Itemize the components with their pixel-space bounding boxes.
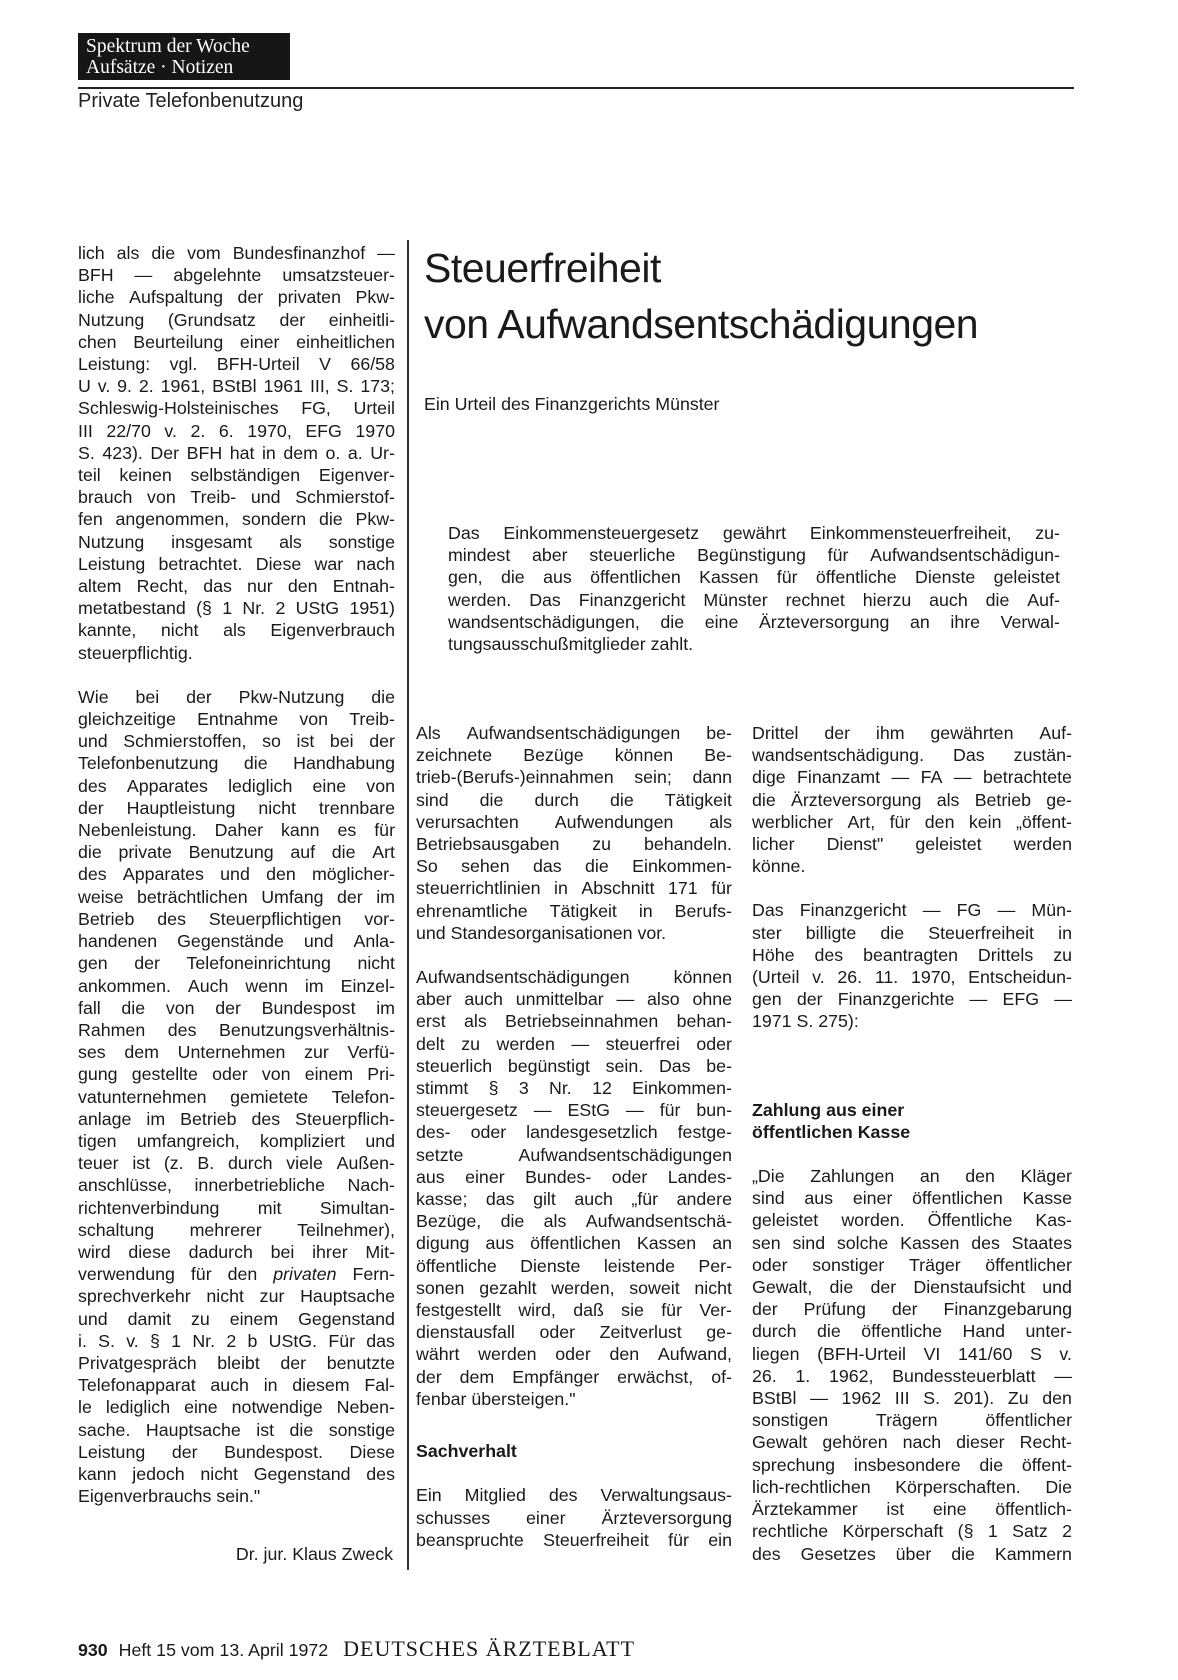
text-line: BStBl — 1962 III S. 201). Zu den	[752, 1388, 1072, 1409]
col1-paragraph-1	[78, 242, 395, 664]
text-line: mindest aber steuerliche Begünstigung für Aufwandsentschädigun-	[448, 545, 1060, 566]
text-line: werblicher Art, für den kein „öffent-	[752, 811, 1072, 832]
text-line: des Gesetzes über die Kammern	[752, 1543, 1072, 1564]
col2-paragraph-2	[416, 966, 732, 1410]
text-line: sind aus einer öffentlichen Kasse	[752, 1188, 1072, 1209]
text-line: BFH — abgelehnte umsatzsteuer-	[78, 265, 395, 286]
col3-heading	[752, 1099, 1072, 1143]
text-line: rechtliche Körperschaft (§ 1 Satz 2	[752, 1521, 1072, 1542]
text-line: Drittel der ihm gewährten Auf-	[752, 723, 1072, 743]
section-label-line1: Spektrum der Woche	[86, 36, 250, 57]
text-line: Leistung der Bundespost. Diese	[78, 1441, 395, 1462]
text-line: tungsausschußmitglieder zahlt.	[448, 634, 694, 655]
col1-paragraph-2	[78, 686, 395, 1508]
text-line: geleistet worden. Öffentliche Kas-	[752, 1210, 1072, 1231]
text-line: sind die durch die Tätigkeit	[416, 789, 732, 810]
text-line: steuerrichtlinien in Abschnitt 171 für	[416, 878, 732, 899]
text-line: 26. 1. 1962, Bundessteuerblatt —	[752, 1365, 1072, 1386]
column-divider	[407, 240, 409, 1570]
text-line: der Prüfung der Finanzgebarung	[752, 1299, 1072, 1320]
text-line: le lediglich eine notwendige Neben-	[78, 1397, 395, 1418]
journal-name: DEUTSCHES ÄRZTEBLATT	[343, 1636, 636, 1661]
text-line: fen angenommen, sondern die Pkw-	[78, 509, 395, 530]
col2-paragraph-3	[416, 1484, 732, 1551]
column-right	[752, 722, 1072, 1587]
text-line: Telefonapparat auch in diesem Fal-	[78, 1375, 395, 1396]
text-line: sache. Hauptsache ist die sonstige	[78, 1419, 395, 1440]
text-line: Ärztekammer ist eine öffentlich-	[752, 1499, 1072, 1520]
text-line: Wie bei der Pkw-Nutzung die	[78, 686, 395, 707]
text-line: die Ärzteversorgung als Betrieb ge-	[752, 789, 1072, 810]
text-line: Das Einkommensteuergesetz gewährt Einkommensteuerfreiheit, zu-	[448, 523, 1060, 543]
text-line: setzte Aufwandsentschädigungen	[416, 1144, 732, 1165]
text-line: U v. 9. 2. 1961, BStBl 1961 III, S. 173;	[78, 376, 395, 397]
text-line: gen der Finanzgerichte — EFG —	[752, 989, 1072, 1010]
col3-heading-line2: öffentlichen Kasse	[752, 1121, 911, 1142]
text-line: des Apparates und den möglicher-	[78, 864, 395, 885]
text-line: kasse; das gilt auch „für andere	[416, 1189, 732, 1210]
text-line: schaltung mehrerer Teilnehmer),	[78, 1219, 395, 1240]
text-line: chen Beurteilung einer einheitlichen	[78, 331, 395, 352]
text-line: wandsentschädigung. Das zustän-	[752, 745, 1072, 766]
col2-heading-sachverhalt: Sachverhalt	[416, 1441, 517, 1462]
text-line: währt werden oder den Aufwand,	[416, 1344, 732, 1365]
text-line: wandsentschädigungen, die eine Ärzteversorgung an ihre Verwal-	[448, 611, 1060, 632]
text-line: stimmt § 3 Nr. 12 Einkommen-	[416, 1078, 732, 1099]
text-line: gung gestellte oder von einem Pri-	[78, 1064, 395, 1085]
text-line: Privatgespräch bleibt der benutzte	[78, 1352, 395, 1373]
text-line: lich-rechtlichen Körperschaften. Die	[752, 1476, 1072, 1497]
col3-paragraph-1	[752, 722, 1072, 877]
text-line: des- oder landesgesetzlich festge-	[416, 1122, 732, 1143]
col3-heading-line1: Zahlung aus einer	[752, 1099, 905, 1120]
text-line: und damit zu einem Gegenstand	[78, 1308, 395, 1329]
text-line: „Die Zahlungen an den Kläger	[752, 1166, 1072, 1187]
text-line: könne.	[752, 856, 806, 877]
page-number: 930	[78, 1640, 108, 1660]
text-line: dienstausfall oder Zeitverlust ge-	[416, 1322, 732, 1343]
text-line: gen, die aus öffentlichen Kassen für öffentliche Dienste geleistet	[448, 567, 1060, 588]
text-line: digung aus öffentlichen Kassen an	[416, 1233, 732, 1254]
text-line: Betriebsausgaben zu behandeln.	[416, 834, 732, 855]
topic-heading: Private Telefonbenutzung	[78, 90, 304, 112]
text-line: Eigenverbrauchs sein."	[78, 1486, 261, 1507]
text-line: schusses einer Ärzteversorgung	[416, 1507, 732, 1528]
text-line: der dem Empfänger erwächst, of-	[416, 1366, 732, 1387]
text-line: sen sind solche Kassen des Staates	[752, 1232, 1072, 1253]
text-line: Schleswig-Holsteinisches FG, Urteil	[78, 398, 395, 419]
article-lead	[448, 522, 1060, 655]
text-line: tigen umfangreich, kompliziert und	[78, 1130, 395, 1151]
text-line: steuergesetz — EStG — für bun-	[416, 1100, 732, 1121]
text-line: zeichnete Bezüge können Be-	[416, 745, 732, 766]
text-line: delt zu werden — steuerfrei oder	[416, 1033, 732, 1054]
text-line: Höhe des beantragten Drittels zu	[752, 944, 1072, 965]
text-line: brauch von Treib- und Schmierstof-	[78, 487, 395, 508]
section-label-line2: Aufsätze · Notizen	[86, 57, 234, 78]
text-line: verursachten Aufwendungen als	[416, 811, 732, 832]
col3-paragraph-3	[752, 1165, 1072, 1565]
text-line: Telefonbenutzung die Handhabung	[78, 753, 395, 774]
text-line: aus einer Bundes- oder Landes-	[416, 1166, 732, 1187]
col3-paragraph-2	[752, 899, 1072, 1032]
column-left	[78, 242, 395, 1529]
text-line: und Schmierstoffen, so ist bei der	[78, 731, 395, 752]
text-line: Gewalt, die der Dienstaufsicht und	[752, 1277, 1072, 1298]
text-line: aber auch unmittelbar — also ohne	[416, 989, 732, 1010]
text-line: verwendung für den privaten Fern-	[78, 1264, 395, 1285]
header-rule	[78, 87, 1074, 89]
text-line: ehrenamtliche Tätigkeit in Berufs-	[416, 900, 732, 921]
page-footer	[78, 1636, 635, 1662]
text-line: richtenverbindung mit Simultan-	[78, 1197, 395, 1218]
text-line: ster billigte die Steuerfreiheit in	[752, 922, 1072, 943]
column-middle	[416, 722, 732, 1573]
text-line: liche Aufspaltung der privaten Pkw-	[78, 287, 395, 308]
section-label	[78, 33, 290, 80]
text-line: (Urteil v. 26. 11. 1970, Entscheidun-	[752, 967, 1072, 988]
text-line: lich als die vom Bundesfinanzhof —	[78, 243, 395, 263]
text-line: liegen (BFH-Urteil VI 141/60 S v.	[752, 1343, 1072, 1364]
text-line: Nutzung insgesamt als sonstige	[78, 531, 395, 552]
text-line: Aufwandsentschädigungen können	[416, 967, 732, 988]
text-line: Bezüge, die als Aufwandsentschä-	[416, 1211, 732, 1232]
text-line: anschlüsse, innerbetriebliche Nach-	[78, 1175, 395, 1196]
text-line: kann jedoch nicht Gegenstand des	[78, 1463, 395, 1484]
article-subtitle: Ein Urteil des Finanzgerichts Münster	[424, 394, 720, 414]
text-line: steuerpflichtig.	[78, 642, 193, 663]
text-line: öffentliche Dienste leistende Per-	[416, 1255, 732, 1276]
text-line: die private Benutzung auf die Art	[78, 842, 395, 863]
text-line: kannte, nicht als Eigenverbrauch	[78, 620, 395, 641]
text-line: i. S. v. § 1 Nr. 2 b UStG. Für das	[78, 1330, 395, 1351]
article-title	[424, 240, 978, 352]
text-line: handenen Gegenstände und Anla-	[78, 931, 395, 952]
text-line: sprechung insbesondere die öffent-	[752, 1454, 1072, 1475]
text-line: sonen gezahlt werden, soweit nicht	[416, 1277, 732, 1298]
text-line: Leistung betrachtet. Diese war nach	[78, 553, 395, 574]
text-line: dige Finanzamt — FA — betrachtete	[752, 767, 1072, 788]
text-line: Betrieb des Steuerpflichtigen vor-	[78, 908, 395, 929]
text-line: Das Finanzgericht — FG — Mün-	[752, 900, 1072, 921]
article-title-line2: von Aufwandsentschädigungen	[424, 301, 979, 347]
text-line: gleichzeitige Entnahme von Treib-	[78, 709, 395, 730]
text-line: durch die öffentliche Hand unter-	[752, 1321, 1072, 1342]
text-line: sprechverkehr nicht zur Hauptsache	[78, 1286, 395, 1307]
text-line: teil keinen selbständigen Eigenver-	[78, 465, 395, 486]
text-line: S. 423). Der BFH hat in dem o. a. Ur-	[78, 442, 395, 463]
text-line: festgestellt wird, daß sie für Ver-	[416, 1300, 732, 1321]
text-line: fall die von der Bundespost im	[78, 997, 395, 1018]
text-line: Rahmen des Benutzungsverhältnis-	[78, 1019, 395, 1040]
text-line: Nebenleistung. Daher kann es für	[78, 820, 395, 841]
text-line: werden. Das Finanzgericht Münster rechnet hierzu auch die Auf-	[448, 589, 1060, 610]
author-signature: Dr. jur. Klaus Zweck	[235, 1544, 393, 1564]
text-line: Nutzung (Grundsatz der einheitli-	[78, 309, 395, 330]
text-line: fenbar übersteigen."	[416, 1388, 576, 1409]
text-line: metatbestand (§ 1 Nr. 2 UStG 1951)	[78, 598, 395, 619]
text-line: und Standesorganisationen vor.	[416, 922, 667, 943]
text-line: oder sonstiger Träger öffentlicher	[752, 1254, 1072, 1275]
text-line: altem Recht, das nur den Entnah-	[78, 576, 395, 597]
text-line: teuer ist (z. B. durch viele Außen-	[78, 1153, 395, 1174]
text-line: erst als Betriebseinnahmen behan-	[416, 1011, 732, 1032]
text-line: trieb-(Berufs-)einnahmen sein; dann	[416, 767, 732, 788]
text-line: vatunternehmen gemietete Telefon-	[78, 1086, 395, 1107]
issue-info: Heft 15 vom 13. April 1972	[118, 1640, 329, 1660]
text-line: des Apparates lediglich eine von	[78, 775, 395, 796]
text-line: sonstigen Trägern öffentlicher	[752, 1410, 1072, 1431]
text-line: gen der Telefoneinrichtung nicht	[78, 953, 395, 974]
text-line: III 22/70 v. 2. 6. 1970, EFG 1970	[78, 420, 395, 441]
text-line: Ein Mitglied des Verwaltungsaus-	[416, 1485, 732, 1506]
text-line: ses dem Unternehmen zur Verfü-	[78, 1042, 395, 1063]
emphasis-text: privaten	[273, 1264, 337, 1285]
text-line: 1971 S. 275):	[752, 1011, 859, 1032]
col2-paragraph-1	[416, 722, 732, 944]
article-title-line1: Steuerfreiheit	[424, 245, 661, 291]
text-line: beanspruchte Steuerfreiheit für ein	[416, 1529, 732, 1550]
text-line: Leistung: vgl. BFH-Urteil V 66/58	[78, 354, 395, 375]
text-line: ankommen. Auch wenn im Einzel-	[78, 975, 395, 996]
text-line: licher Dienst" geleistet werden	[752, 834, 1072, 855]
text-line: anlage im Betrieb des Steuerpflich-	[78, 1108, 395, 1129]
text-line: wird diese dadurch bei ihrer Mit-	[78, 1241, 395, 1262]
text-line: Als Aufwandsentschädigungen be-	[416, 723, 732, 743]
text-line: steuerlich begünstigt sein. Das be-	[416, 1055, 732, 1076]
text-line: der Hauptleistung nicht trennbare	[78, 797, 395, 818]
text-line: weise beträchtlichen Umfang der im	[78, 886, 395, 907]
text-line: Gewalt gehören nach dieser Recht-	[752, 1432, 1072, 1453]
text-line: So sehen das die Einkommen-	[416, 856, 732, 877]
